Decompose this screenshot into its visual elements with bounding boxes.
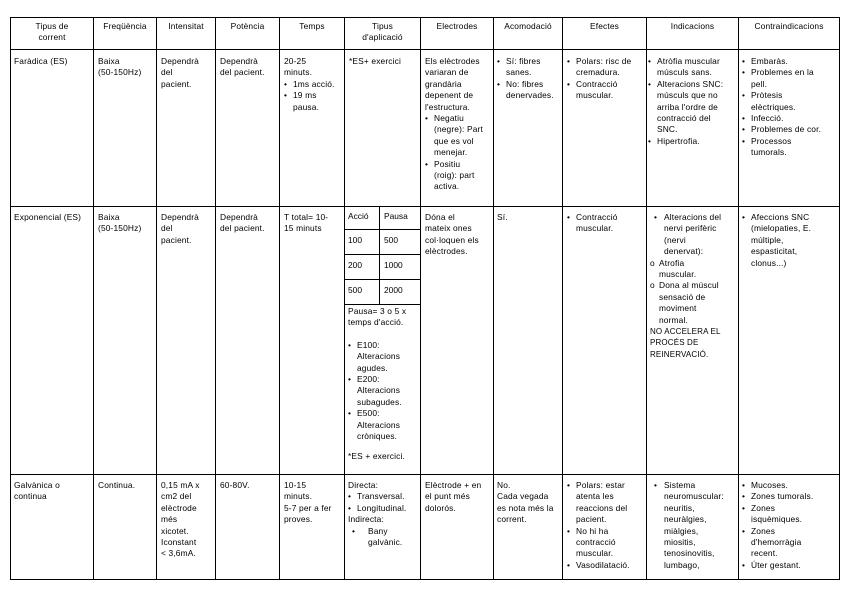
list-item: • Problemes en la pell. <box>742 67 839 90</box>
header-current-type: Tipus de corrent <box>35 21 69 43</box>
header-intensity: Intensitat <box>168 21 204 31</box>
row-divider <box>10 206 840 207</box>
list-item: • No hi ha contracció muscular. <box>567 526 646 560</box>
column-divider <box>10 17 11 580</box>
galvanica-effects <box>567 480 646 571</box>
mini-table-divider <box>344 229 420 230</box>
mini-cell: 100 <box>348 235 362 245</box>
mini-cell: 1000 <box>384 260 403 270</box>
list-item: o Dona al múscul sensació de moviment normal. <box>650 280 738 326</box>
mini-header-pause: Pausa <box>384 211 408 221</box>
list-item: • Atròfia muscular músculs sans. <box>648 56 738 79</box>
list-item: • Polars: estar atenta les reaccions del pacient. <box>567 480 646 526</box>
list-item: • Úter gestant. <box>742 560 839 571</box>
list-item: • Embaràs. <box>742 56 839 67</box>
exponencial-application-note: *ES + exercici. <box>348 451 405 462</box>
row-divider <box>10 49 840 50</box>
table-border-top <box>10 17 840 18</box>
galvanica-direct-label: Directa: <box>348 480 379 490</box>
exponencial-electrodes: Dóna el mateix ones col·loquen els elèctrodes. <box>425 212 479 257</box>
galvanica-contraindications <box>742 480 839 571</box>
list-item: • Problemes de cor. <box>742 124 839 135</box>
faradica-time-main: 20-25 minuts. <box>284 56 313 78</box>
column-divider <box>93 17 94 580</box>
mini-cell: 200 <box>348 260 362 270</box>
list-item: • Contracció muscular. <box>567 212 646 235</box>
column-divider <box>279 17 280 580</box>
faradica-indications <box>648 56 738 147</box>
galvanica-indications <box>650 480 738 571</box>
list-item: • Mucoses. <box>742 480 839 491</box>
exponencial-frequency: Baixa (50-150Hz) <box>98 212 142 234</box>
galvanica-indirect-label: Indirecta: <box>348 514 384 525</box>
mini-header-action: Acció <box>348 211 369 221</box>
header-accommodation: Acomodació <box>504 21 552 31</box>
exponencial-accommodation: Sí. <box>497 212 508 222</box>
list-item: • Alteracions del nervi perifèric (nervi denervat): <box>650 212 738 258</box>
list-item: • Infecció. <box>742 113 839 124</box>
list-item: • Vasodilatació. <box>567 560 646 571</box>
galvanica-time: 10-15 minuts. 5-7 per a fer proves. <box>284 480 332 525</box>
header-effects: Efectes <box>590 21 619 31</box>
faradica-intensity: Dependrà del pacient. <box>161 56 199 89</box>
header-application-type: Tipus d'aplicació <box>362 21 403 43</box>
column-divider <box>420 17 421 580</box>
faradica-time <box>284 56 344 113</box>
column-divider <box>344 17 345 580</box>
galvanica-frequency: Continua. <box>98 480 136 490</box>
exponencial-contraindications <box>742 212 839 269</box>
galvanica-type: Galvànica o continua <box>14 480 60 502</box>
mini-cell: 500 <box>384 235 398 245</box>
list-item: • E100: Alteracions agudes. <box>348 340 420 374</box>
mini-cell: 2000 <box>384 285 403 295</box>
list-item: • No: fibres denervades. <box>497 79 562 102</box>
column-divider <box>493 17 494 580</box>
list-item: • Longitudinal. <box>348 503 420 514</box>
galvanica-power: 60-80V. <box>220 480 250 490</box>
column-divider <box>156 17 157 580</box>
list-item: o Atrofia muscular. <box>650 258 738 281</box>
header-power: Potència <box>230 21 265 31</box>
faradica-accommodation <box>497 56 562 102</box>
header-indications: Indicacions <box>670 21 715 31</box>
mini-table-divider <box>379 206 380 304</box>
faradica-power: Dependrà del pacient. <box>220 56 265 78</box>
list-item: • Pròtesis elèctriques. <box>742 90 839 113</box>
exponencial-intensity: Dependrà del pacient. <box>161 212 199 245</box>
exponencial-application <box>348 306 420 463</box>
list-item: • Zones tumorals. <box>742 491 839 502</box>
list-item: • 19 ms pausa. <box>284 90 344 113</box>
mini-table-divider <box>344 254 420 255</box>
header-time: Temps <box>299 21 325 31</box>
list-item: • Alteracions SNC: músculs que no arriba l'ordre de contracció del SNC. <box>648 79 738 136</box>
list-item: • Zones d'hemorràgia recent. <box>742 526 839 560</box>
faradica-electrodes <box>425 56 493 193</box>
exponencial-pause-rule: Pausa= 3 o 5 x temps d'acció. <box>348 306 407 328</box>
list-item: • E200: Alteracions subagudes. <box>348 374 420 408</box>
table-border-bottom <box>10 579 840 580</box>
column-divider <box>738 17 739 580</box>
list-item: • Sí: fibres sanes. <box>497 56 562 79</box>
galvanica-accommodation: No. Cada vegada es nota més la corrent. <box>497 480 554 525</box>
faradica-type: Faràdica (ES) <box>14 56 68 66</box>
faradica-frequency: Baixa (50-150Hz) <box>98 56 142 78</box>
list-item: • Hipertrofia. <box>648 136 738 147</box>
mini-table-divider <box>344 304 420 305</box>
list-item: • Contracció muscular. <box>567 79 646 102</box>
list-item: • Zones isquèmiques. <box>742 503 839 526</box>
header-frequency: Freqüència <box>103 21 147 31</box>
header-electrodes: Electrodes <box>436 21 478 31</box>
faradica-effects <box>567 56 646 102</box>
header-contraindications: Contraindicacions <box>754 21 824 31</box>
exponencial-type: Exponencial (ES) <box>14 212 82 222</box>
table-border-right <box>839 17 840 580</box>
list-item: • Transversal. <box>348 491 420 502</box>
faradica-electrodes-intro: Els elèctrodes variaran de grandària depenent de l'estructura. <box>425 56 480 112</box>
row-divider <box>10 474 840 475</box>
list-item: • Polars: risc de cremadura. <box>567 56 646 79</box>
list-item: • Positiu (roig): part activa. <box>425 159 493 193</box>
column-divider <box>646 17 647 580</box>
list-item: • Bany galvànic. <box>348 526 420 549</box>
list-item: • Processos tumorals. <box>742 136 839 159</box>
mini-table-divider <box>344 279 420 280</box>
galvanica-application <box>348 480 420 548</box>
column-divider <box>562 17 563 580</box>
mini-cell: 500 <box>348 285 362 295</box>
galvanica-electrodes: Elèctrode + en el punt més dolorós. <box>425 480 482 513</box>
list-item: • Afeccions SNC (mielopaties, E. múltiple, espasticitat, clonus...) <box>742 212 839 269</box>
list-item: • E500: Alteracions cròniques. <box>348 408 420 442</box>
exponencial-indications-note: NO ACCELERA EL PROCÉS DE REINERVACIÓ. <box>650 327 721 359</box>
exponencial-power: Dependrà del pacient. <box>220 212 265 234</box>
exponencial-indications <box>650 212 738 360</box>
faradica-application: *ES+ exercici <box>349 56 401 66</box>
exponencial-effects <box>567 212 646 235</box>
column-divider <box>215 17 216 580</box>
list-item: • Sistema neuromuscular: neuritis, neuràlgies, miàlgies, miositis, tenosinovitis, lumbago, <box>650 480 738 571</box>
exponencial-time: T total= 10- 15 minuts <box>284 212 329 234</box>
faradica-contraindications <box>742 56 839 159</box>
list-item: • Negatiu (negre): Part que es vol menejar. <box>425 113 493 159</box>
galvanica-intensity: 0,15 mA x cm2 del elèctrode més xicotet. Iconstant < 3,6mA. <box>161 480 200 559</box>
list-item: • 1ms acció. <box>284 79 344 90</box>
